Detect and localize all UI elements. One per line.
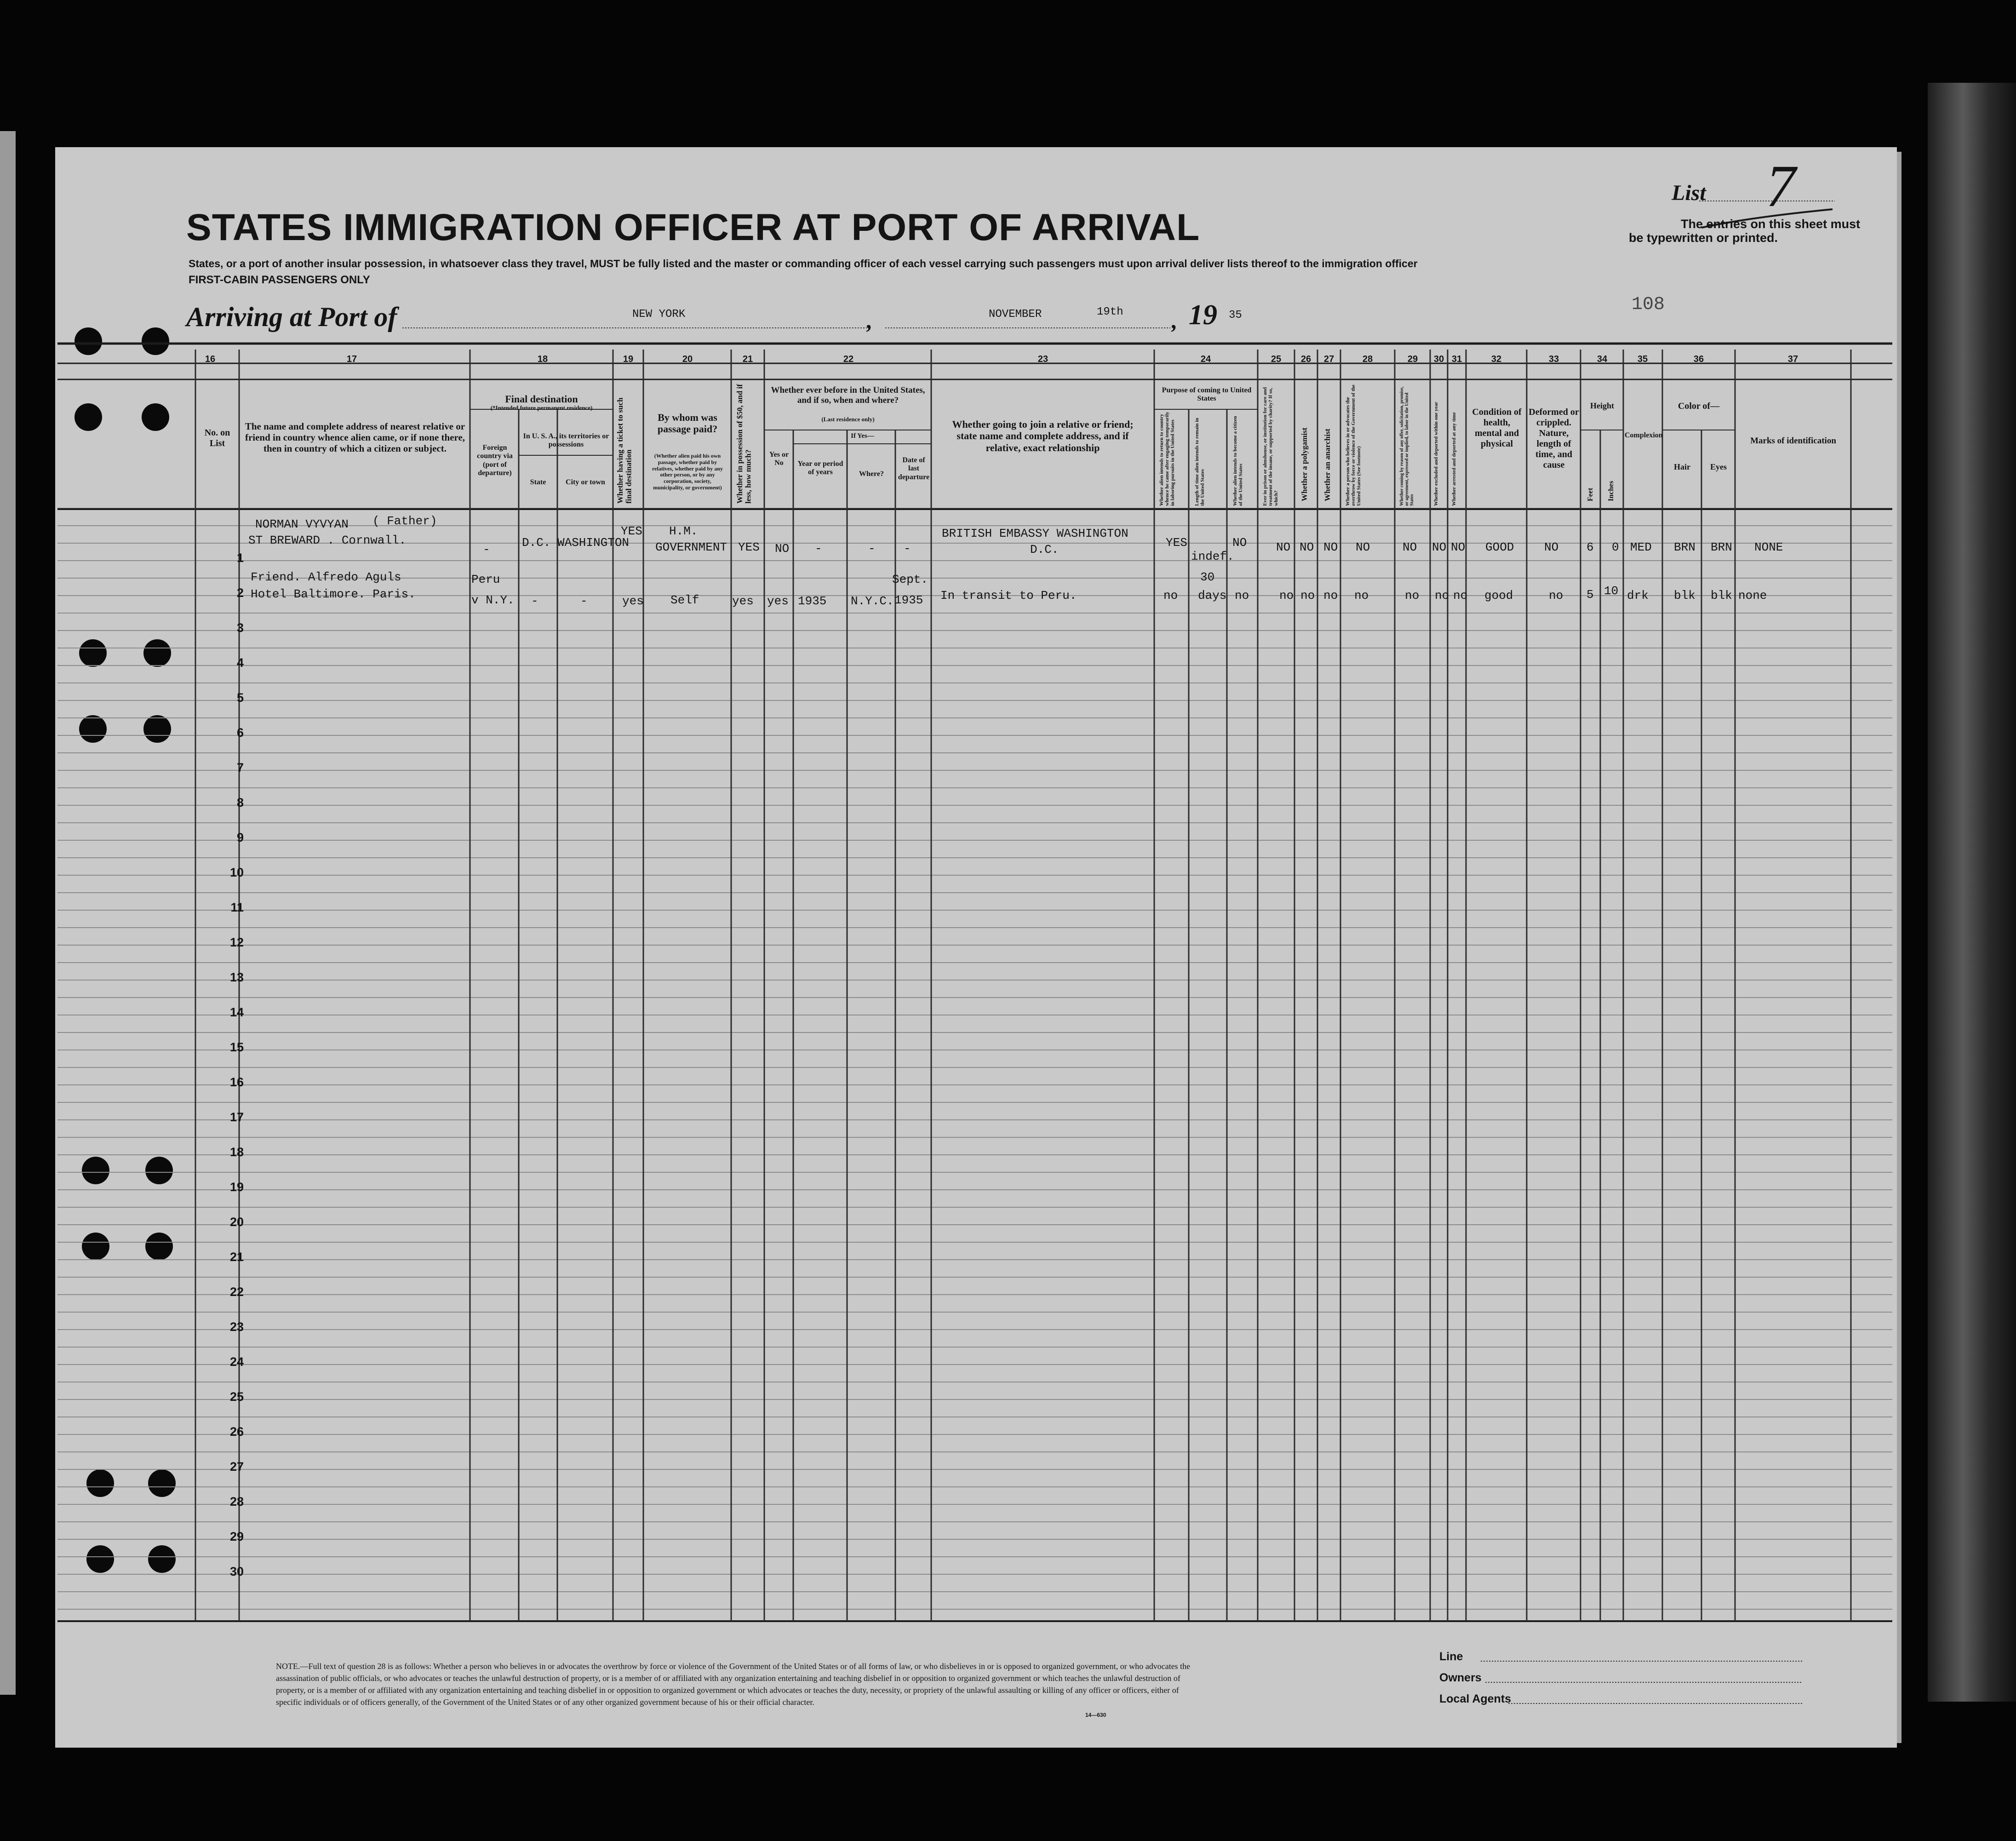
year-suffix: 35 <box>1229 309 1242 321</box>
row-number: 13 <box>229 970 244 984</box>
form-title: STATES IMMIGRATION OFFICER AT PORT OF ARRIVAL <box>186 206 1200 248</box>
header-in-usa: In U. S. A., its territories or possessions <box>523 432 609 449</box>
anarchist: NO <box>1323 540 1338 554</box>
eyes: blk <box>1711 589 1732 602</box>
form-instructions: States, or a port of another insular possession, in whatsoever class they travel, MUST be fully listed and the master or commanding officer of each vessel carrying such passengers must upon arrival deliver lists thereof to the immigration officer <box>189 258 1418 270</box>
row-number: 1 <box>236 551 244 565</box>
row-number: 26 <box>229 1425 244 1439</box>
col-number: 36 <box>1693 354 1704 364</box>
where: N.Y.C. <box>851 594 894 608</box>
ever-before: yes <box>767 594 789 608</box>
header-inches: Inches <box>1607 481 1615 501</box>
arrival-day: 19th <box>1097 306 1123 318</box>
ever-before: NO <box>775 542 790 556</box>
marks: NONE <box>1754 540 1783 554</box>
col-number: 18 <box>537 354 548 364</box>
excluded: no <box>1435 589 1449 602</box>
header-excluded: Whether excluded and deported within one year <box>1433 401 1439 506</box>
year-prefix: 19 <box>1189 299 1217 331</box>
header-return-laboring: Whether alien intends to return to country whence he came after engaging temporarily in laboring pursuits in the United States <box>1159 412 1176 506</box>
where: - <box>868 542 876 556</box>
line-label: Line <box>1439 1650 1463 1663</box>
destination-city: WASHINGTON <box>557 536 630 550</box>
complexion: MED <box>1630 540 1652 554</box>
ticket: yes <box>622 594 644 608</box>
row-number: 9 <box>236 831 244 844</box>
height-inches: 10 <box>1604 584 1619 598</box>
polygamist: no <box>1300 589 1315 602</box>
hair: blk <box>1674 589 1695 602</box>
row-number: 14 <box>229 1005 244 1019</box>
passage-paid-2: GOVERNMENT <box>655 540 727 554</box>
row-number: 12 <box>229 935 244 949</box>
col-number: 26 <box>1300 354 1312 364</box>
overthrow: NO <box>1356 540 1370 554</box>
header-passage-paid: By whom was passage paid? <box>657 412 718 435</box>
header-relative-abroad: The name and complete address of nearest relative or friend in country whence alien came, or if none there, then in country of which a citizen or subject. <box>245 421 465 454</box>
header-final-destination: Final destination <box>505 393 578 405</box>
col-number: 17 <box>346 354 357 364</box>
date-departure: - <box>904 542 911 556</box>
header-state: State <box>530 478 546 486</box>
health: GOOD <box>1485 540 1514 554</box>
header-yes-no: Yes or No <box>769 451 789 467</box>
row-number: 21 <box>229 1250 244 1264</box>
citizen: no <box>1235 589 1249 602</box>
col-number: 37 <box>1787 354 1798 364</box>
entries-note-2: be typewritten or printed. <box>1629 231 1778 245</box>
col-number: 21 <box>742 354 753 364</box>
header-city: City or town <box>566 478 605 486</box>
row-number: 4 <box>236 656 244 670</box>
relative-name: Friend. Alfredo Aguls <box>251 570 401 584</box>
join-relative: In transit to Peru. <box>940 589 1077 602</box>
row-number: 17 <box>229 1110 244 1124</box>
fifty-dollars: yes <box>732 594 754 608</box>
ticket: YES <box>621 524 642 538</box>
header-ticket: Whether having a ticket to such final destination <box>616 397 633 504</box>
passage-paid: H.M. <box>669 524 698 538</box>
header-color-of: Color of— <box>1678 401 1720 411</box>
header-prison: Ever in prison or almshouse, or institution for care and treatment of the insane, or supported by charity? If so, which? <box>1262 387 1279 506</box>
header-feet: Feet <box>1586 487 1594 501</box>
height-feet: 5 <box>1586 588 1594 602</box>
col-number: 25 <box>1271 354 1282 364</box>
header-ever-before: Whether ever before in the United States, and if so, when and where? <box>771 385 925 405</box>
header-ever-before-sub: (Last residence only) <box>821 416 875 423</box>
col-number: 20 <box>682 354 693 364</box>
return-laboring: no <box>1163 589 1178 602</box>
arriving-label: Arriving at Port of <box>186 302 397 332</box>
header-date-departure: Date of last departure <box>898 456 930 481</box>
deformed: NO <box>1544 540 1559 554</box>
row-number: 29 <box>229 1530 244 1543</box>
foreign-country-2: v N.Y. <box>471 593 515 607</box>
row-number: 28 <box>229 1495 244 1508</box>
arrested: NO <box>1451 540 1466 554</box>
header-complexion: Complexion <box>1625 431 1663 439</box>
header-fifty-dollars: Whether in possession of $50, and if less, how much? <box>735 384 753 504</box>
row-number: 18 <box>229 1145 244 1159</box>
relative-note: ( Father) <box>372 514 437 528</box>
col-number: 23 <box>1037 354 1048 364</box>
col-number: 22 <box>843 354 854 364</box>
foreign-country: - <box>483 543 490 556</box>
row-number: 3 <box>236 621 244 635</box>
polygamist: NO <box>1300 540 1314 554</box>
header-passage-paid-sub: (Whether alien paid his own passage, whether paid by relatives, whether paid by any other person, or by any corporation, society, municipality, or government) <box>652 453 723 491</box>
header-purpose: Purpose of coming to United States <box>1162 386 1252 403</box>
length-stay: indef. <box>1191 550 1234 563</box>
header-if-yes: If Yes— <box>851 432 874 440</box>
eyes: BRN <box>1711 540 1732 554</box>
owners-label: Owners <box>1439 1671 1482 1684</box>
header-overthrow: Whether a person who believes in or advocates the overthrow by force or violence of the Government of the United States (See footnote) <box>1345 384 1362 506</box>
row-number: 19 <box>229 1180 244 1194</box>
header-no-on-list: No. on List <box>204 428 230 448</box>
anarchist: no <box>1323 589 1338 602</box>
arrested: no <box>1453 589 1468 602</box>
overthrow: no <box>1354 589 1369 602</box>
excluded: NO <box>1432 540 1447 554</box>
header-hair: Hair <box>1674 462 1690 471</box>
length-stay-2: days <box>1198 589 1227 602</box>
row-number: 23 <box>229 1320 244 1334</box>
header-citizen: Whether alien intends to become a citizen of the United States <box>1232 416 1244 506</box>
join-relative: BRITISH EMBASSY WASHINGTON <box>942 527 1128 540</box>
footnote: NOTE.—Full text of question 28 is as follows: Whether a person who believes in or advocates the overthrow by force or violence of the Government of the United States or of all forms of law, or who disbelieves in or is opposed to organized government, or who advocates the assassination of public officials, or who advocates or teaches the unlawful destruction of property, or is a member of or affiliated with any organization entertaining and teaching disbelief in or opposition to organized government or which teaches the unlawful destruction of property, or is a member of or affiliated with any organization entertaining and teaching disbelief in or opposition to organized government or which advocates or teaches the duty, necessity, or propriety of the unlawful assaulting or killing of any officer or officers, either of specific individuals or of officers generally, of the Government of the United States or of any other organized government because of his or their official character. <box>276 1662 1191 1707</box>
local-agents-label: Local Agents <box>1439 1692 1512 1705</box>
row-number: 20 <box>229 1215 244 1229</box>
row-number: 7 <box>236 761 244 774</box>
labor-offer: NO <box>1403 540 1417 554</box>
list-label: List <box>1672 181 1706 205</box>
arrival-month: NOVEMBER <box>989 308 1042 321</box>
relative-address: Hotel Baltimore. Paris. <box>251 587 416 601</box>
header-health: Condition of health, mental and physical <box>1472 407 1522 449</box>
row-number: 27 <box>229 1460 244 1474</box>
fifty-dollars: YES <box>738 540 760 554</box>
citizen: NO <box>1232 536 1247 550</box>
row-number: 25 <box>229 1390 244 1404</box>
row-number: 5 <box>236 691 244 705</box>
header-eyes: Eyes <box>1710 462 1727 471</box>
col-number: 35 <box>1637 354 1648 364</box>
prison: no <box>1279 589 1294 602</box>
date-departure: Sept. <box>892 573 928 586</box>
row-number: 30 <box>229 1565 244 1578</box>
form-subtitle: FIRST-CABIN PASSENGERS ONLY <box>189 274 370 286</box>
header-polygamist: Whether a polygamist <box>1300 427 1309 501</box>
marks: none <box>1738 589 1767 602</box>
labor-offer: no <box>1405 589 1420 602</box>
prison: NO <box>1276 540 1291 554</box>
foreign-country: Peru <box>471 573 500 586</box>
header-labor-offer: Whether coming by reason of any offer, solicitation, promise, or agreement, expressed or implied, to labor in the United States <box>1399 386 1415 506</box>
col-number: 27 <box>1323 354 1334 364</box>
col-number: 33 <box>1548 354 1559 364</box>
complexion: drk <box>1627 589 1649 602</box>
length-stay: 30 <box>1200 570 1215 584</box>
col-number: 28 <box>1362 354 1373 364</box>
header-year-period: Year or period of years <box>797 460 843 476</box>
port-value: NEW YORK <box>632 308 686 321</box>
header-final-destination-sub: (*Intended future permanent residence) <box>490 404 593 411</box>
destination-state: D.C. <box>522 536 551 550</box>
col-number: 32 <box>1491 354 1502 364</box>
col-number: 16 <box>205 354 216 364</box>
relative-name: NORMAN VYVYAN <box>255 517 349 531</box>
col-number: 24 <box>1200 354 1211 364</box>
ruled-row-lines <box>57 508 1892 1609</box>
header-where: Where? <box>859 470 884 478</box>
height-feet: 6 <box>1586 540 1594 554</box>
page-number: 108 <box>1632 294 1665 315</box>
port-comma: , <box>867 308 873 333</box>
list-number: 7 <box>1766 153 1796 219</box>
row-number: 6 <box>236 726 244 740</box>
row-number: 10 <box>229 866 244 879</box>
return-laboring: YES <box>1166 536 1187 550</box>
date-comma: , <box>1172 308 1178 333</box>
row-number: 8 <box>236 796 244 809</box>
row-number: 2 <box>236 586 244 600</box>
header-deformed: Deformed or crippled. Nature, length of time, and cause <box>1529 407 1579 470</box>
date-departure-2: 1935 <box>894 593 923 607</box>
height-inches: 0 <box>1612 540 1619 554</box>
header-arrested: Whether arrested and deported at any time <box>1451 412 1457 506</box>
form-number: 14—630 <box>1085 1712 1106 1718</box>
destination-state: - <box>531 594 538 608</box>
col-number: 31 <box>1451 354 1462 364</box>
relative-address: ST BREWARD . Cornwall. <box>248 533 407 547</box>
col-number: 19 <box>623 354 634 364</box>
row-number: 22 <box>229 1285 244 1299</box>
header-marks: Marks of identification <box>1750 436 1836 446</box>
row-number: 11 <box>230 900 244 914</box>
passage-paid: Self <box>670 593 699 607</box>
header-anarchist: Whether an anarchist <box>1323 428 1332 501</box>
health: good <box>1484 589 1513 602</box>
row-number: 16 <box>229 1075 244 1089</box>
header-join-relative: Whether going to join a relative or friend; state name and complete address, and if relative, exact relationship <box>952 419 1134 453</box>
col-number: 29 <box>1407 354 1418 364</box>
header-length-stay: Length of time alien intends to remain in the United States <box>1194 418 1206 506</box>
col-number: 30 <box>1433 354 1444 364</box>
row-number: 15 <box>229 1040 244 1054</box>
col-number: 34 <box>1597 354 1608 364</box>
destination-city: - <box>580 594 588 608</box>
hair: BRN <box>1674 540 1695 554</box>
year-period: - <box>815 542 822 556</box>
header-foreign-country: Foreign country via (port of departure) <box>477 444 513 477</box>
row-number: 24 <box>229 1355 244 1369</box>
join-relative-2: D.C. <box>1030 543 1059 556</box>
year-period: 1935 <box>798 594 827 608</box>
header-height: Height <box>1590 401 1614 410</box>
deformed: no <box>1549 589 1564 602</box>
entries-note: The entries on this sheet must <box>1681 217 1861 231</box>
